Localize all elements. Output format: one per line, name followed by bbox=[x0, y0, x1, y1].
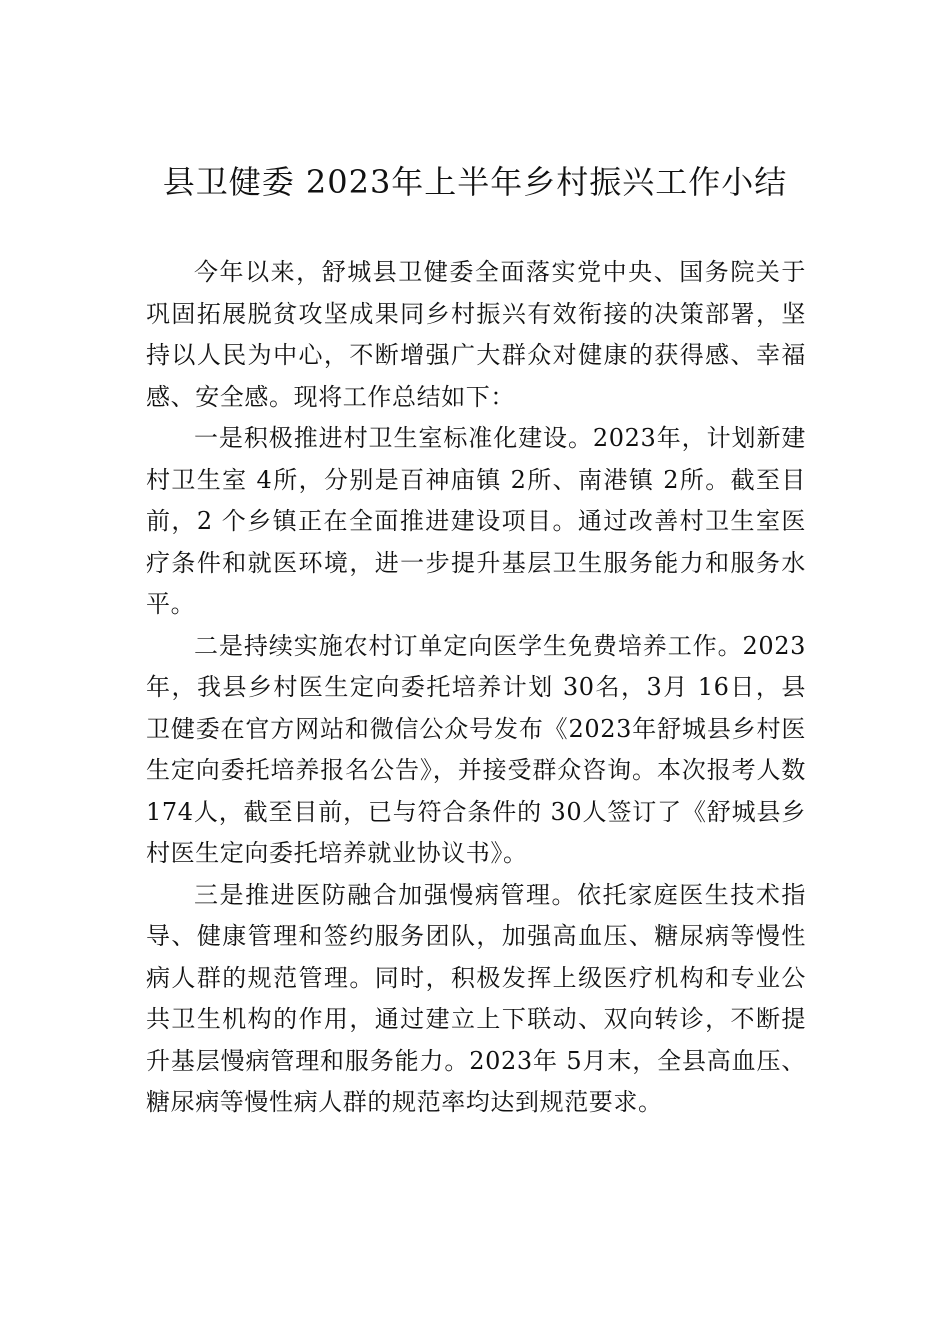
paragraph-intro: 今年以来，舒城县卫健委全面落实党中央、国务院关于巩固拓展脱贫攻坚成果同乡村振兴有效衔接的决策部署，坚持以人民为中心，不断增强广大群众对健康的获得感、幸福感、安全感。现将工作总结如下： bbox=[146, 258, 806, 411]
document-title: 县卫健委 2023年上半年乡村振兴工作小结 bbox=[162, 163, 788, 201]
paragraph-medical-student-training: 二是持续实施农村订单定向医学生免费培养工作。2023年，我县乡村医生定向委托培养计划 30名，3月 16日，县卫健委在官方网站和微信公众号发布《2023年舒城县乡村医生定向委托培养报名公告》，并接受群众咨询。本次报考人数174人，截至目前，已与符合条件的 30人签订了《舒城县乡村医生定向委托培养就业协议书》。 bbox=[146, 631, 806, 867]
paragraph-chronic-disease-management: 三是推进医防融合加强慢病管理。依托家庭医生技术指导、健康管理和签约服务团队，加强高血压、糖尿病等慢性病人群的规范管理。同时，积极发挥上级医疗机构和专业公共卫生机构的作用，通过建立上下联动、双向转诊，不断提升基层慢病管理和服务能力。2023年 5月末，全县高血压、糖尿病等慢性病人群的规范率均达到规范要求。 bbox=[146, 880, 806, 1116]
document-body bbox=[146, 252, 806, 1124]
paragraph-clinic-construction: 一是积极推进村卫生室标准化建设。2023年，计划新建村卫生室 4所，分别是百神庙镇 2所、南港镇 2所。截至目前，2 个乡镇正在全面推进建设项目。通过改善村卫生室医疗条件和就医环境，进一步提升基层卫生服务能力和服务水平。 bbox=[146, 424, 806, 618]
